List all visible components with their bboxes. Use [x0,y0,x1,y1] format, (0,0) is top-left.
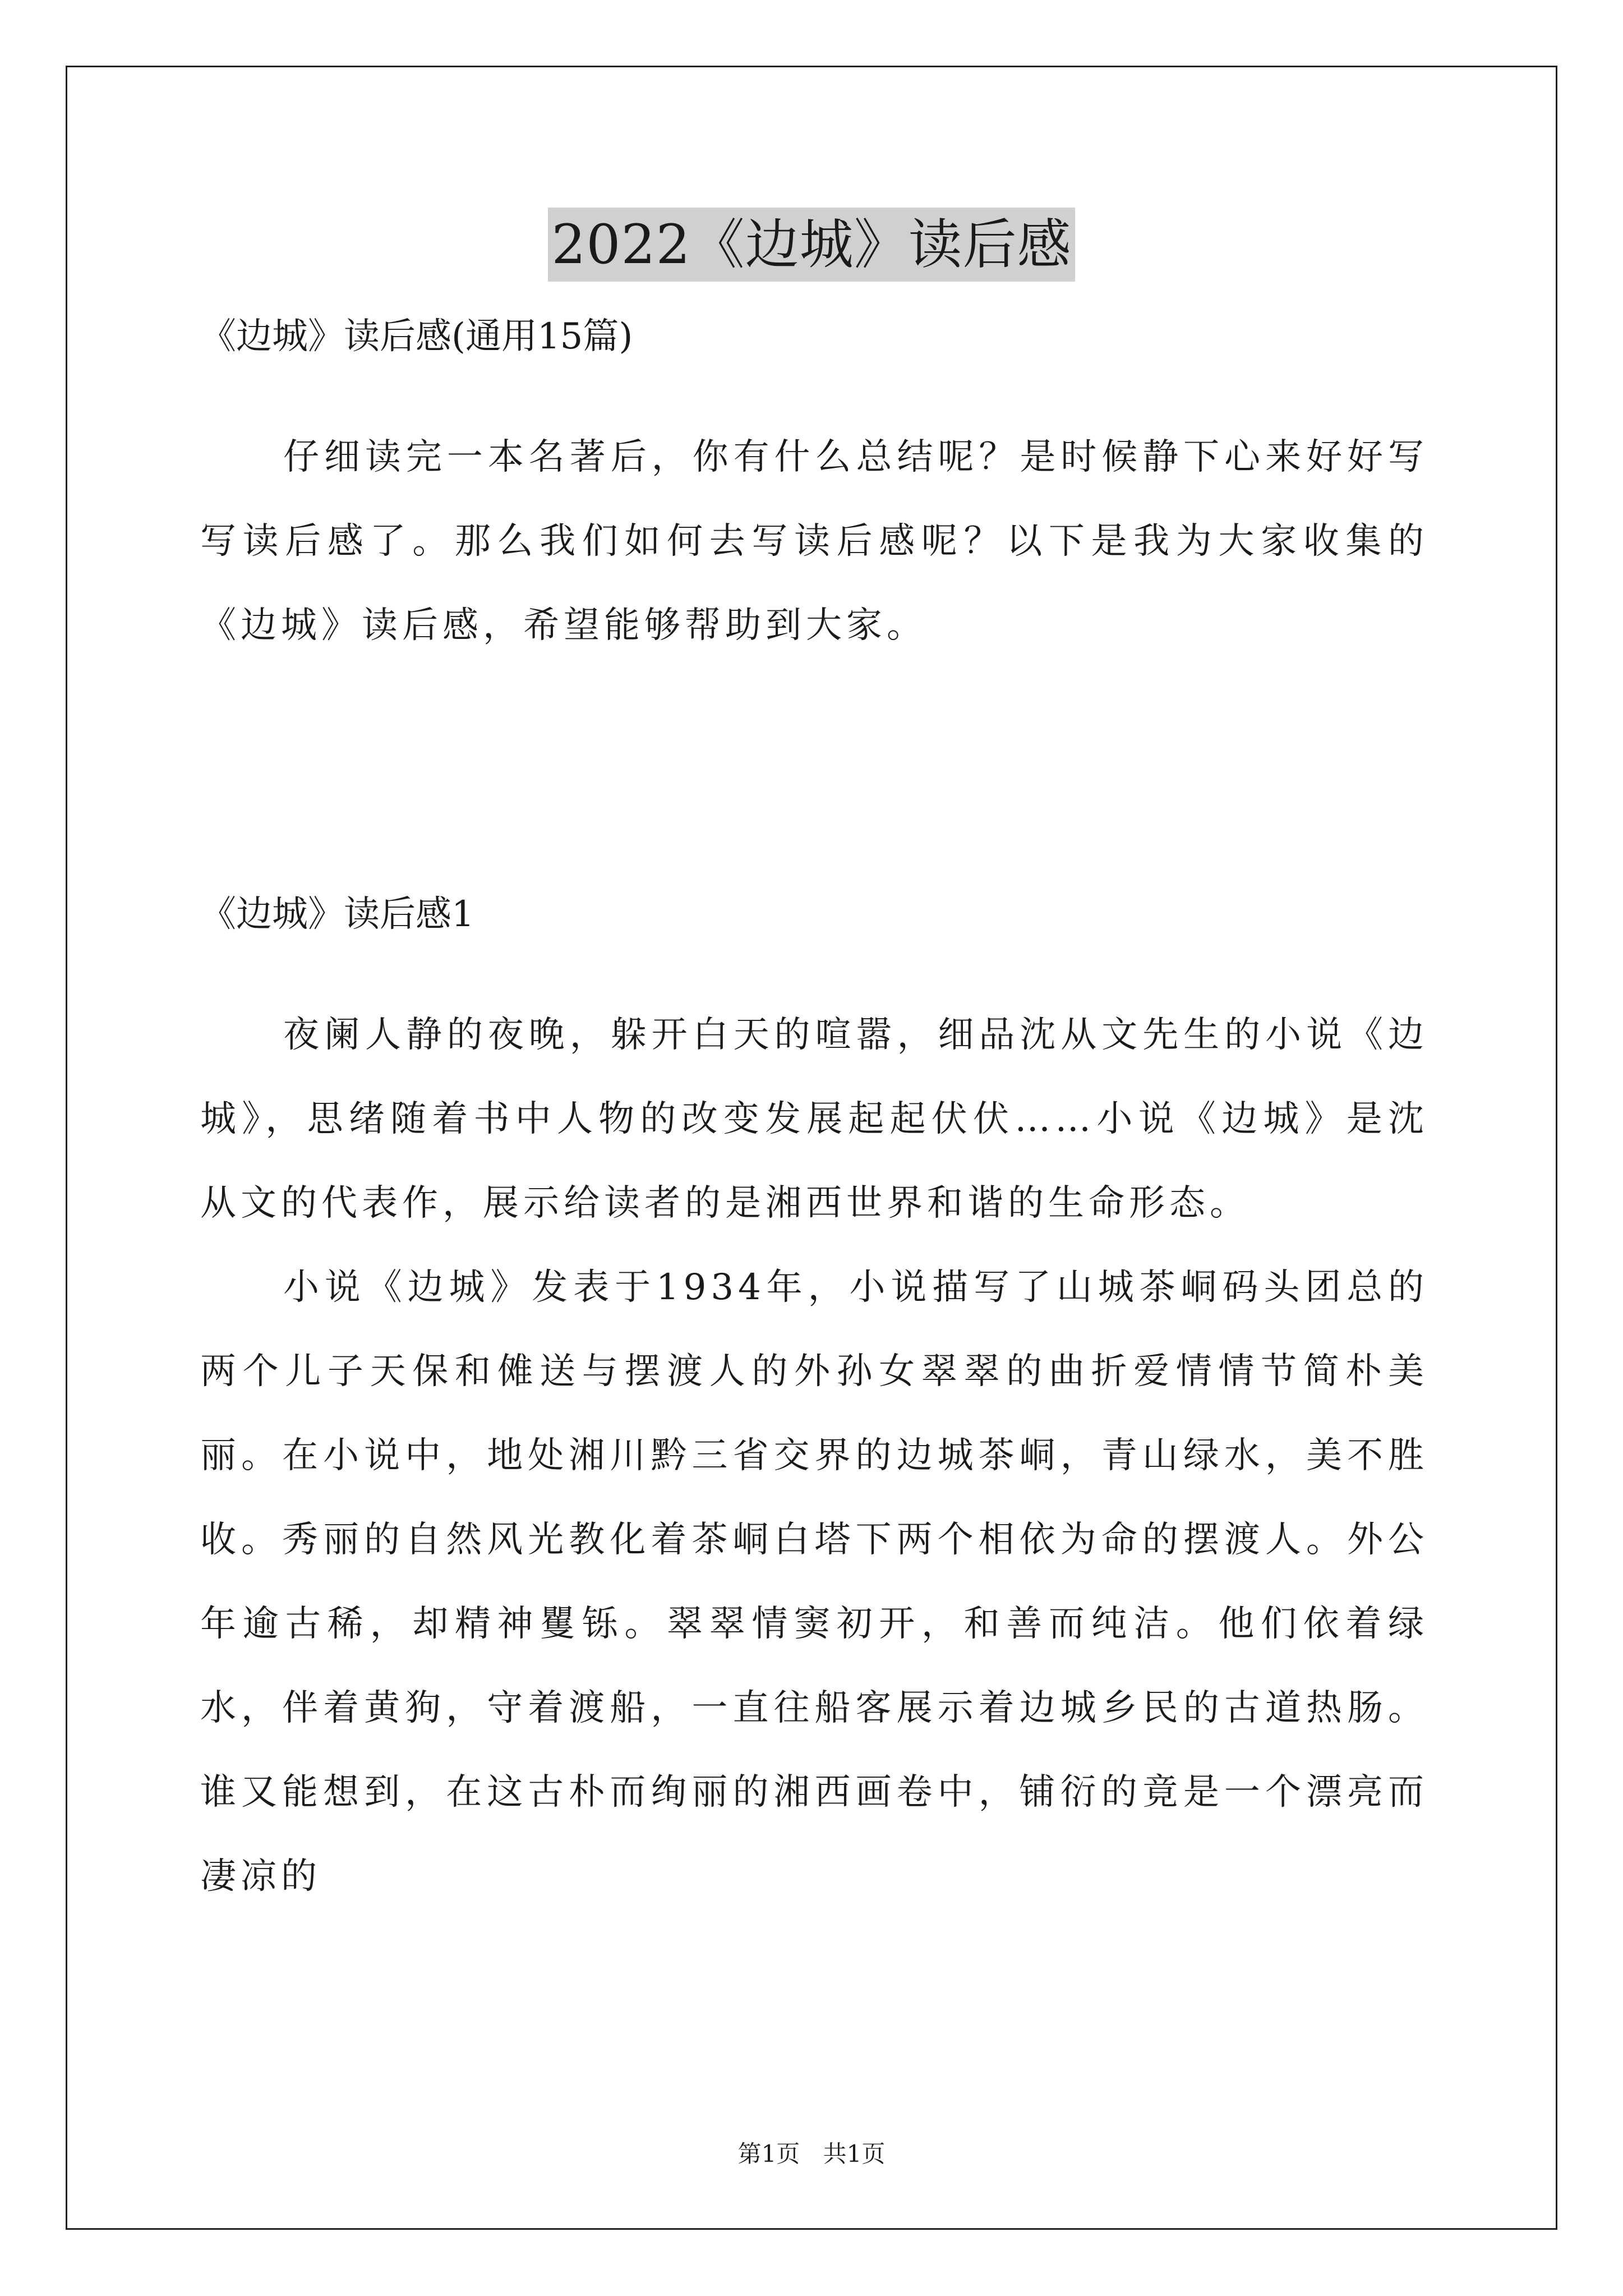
intro-paragraph: 仔细读完一本名著后，你有什么总结呢？是时候静下心来好好写写读后感了。那么我们如何去写读后感呢？以下是我为大家收集的《边城》读后感，希望能够帮助到大家。 [200,436,1428,646]
total-pages: 共1页 [823,2140,886,2168]
page-footer [0,2137,1623,2171]
document-title: 2022《边城》读后感 [548,208,1075,282]
title-container [0,208,1623,282]
page-number: 第1页 [737,2140,800,2168]
section-heading: 《边城》读后感1 [200,894,474,935]
body-paragraph: 小说《边城》发表于1934年，小说描写了山城茶峒码头团总的两个儿子天保和傩送与摆渡人的外孙女翠翠的曲折爱情情节简朴美丽。在小说中，地处湘川黔三省交界的边城茶峒，青山绿水，美不胜收。秀丽的自然风光教化着茶峒白塔下两个相依为命的摆渡人。外公年逾古稀，却精神矍铄。翠翠情窦初开，和善而纯洁。他们依着绿水，伴着黄狗，守着渡船，一直往船客展示着边城乡民的古道热肠。谁又能想到，在这古朴而绚丽的湘西画卷中，铺衍的竟是一个漂亮而凄凉的 [200,1267,1428,1897]
body-paragraph: 夜阑人静的夜晚，躲开白天的喧嚣，细品沈从文先生的小说《边城》，思绪随着书中人物的改变发展起起伏伏……小说《边城》是沈从文的代表作，展示给读者的是湘西世界和谐的生命形态。 [200,1014,1428,1224]
document-subtitle: 《边城》读后感(通用15篇) [200,316,633,357]
